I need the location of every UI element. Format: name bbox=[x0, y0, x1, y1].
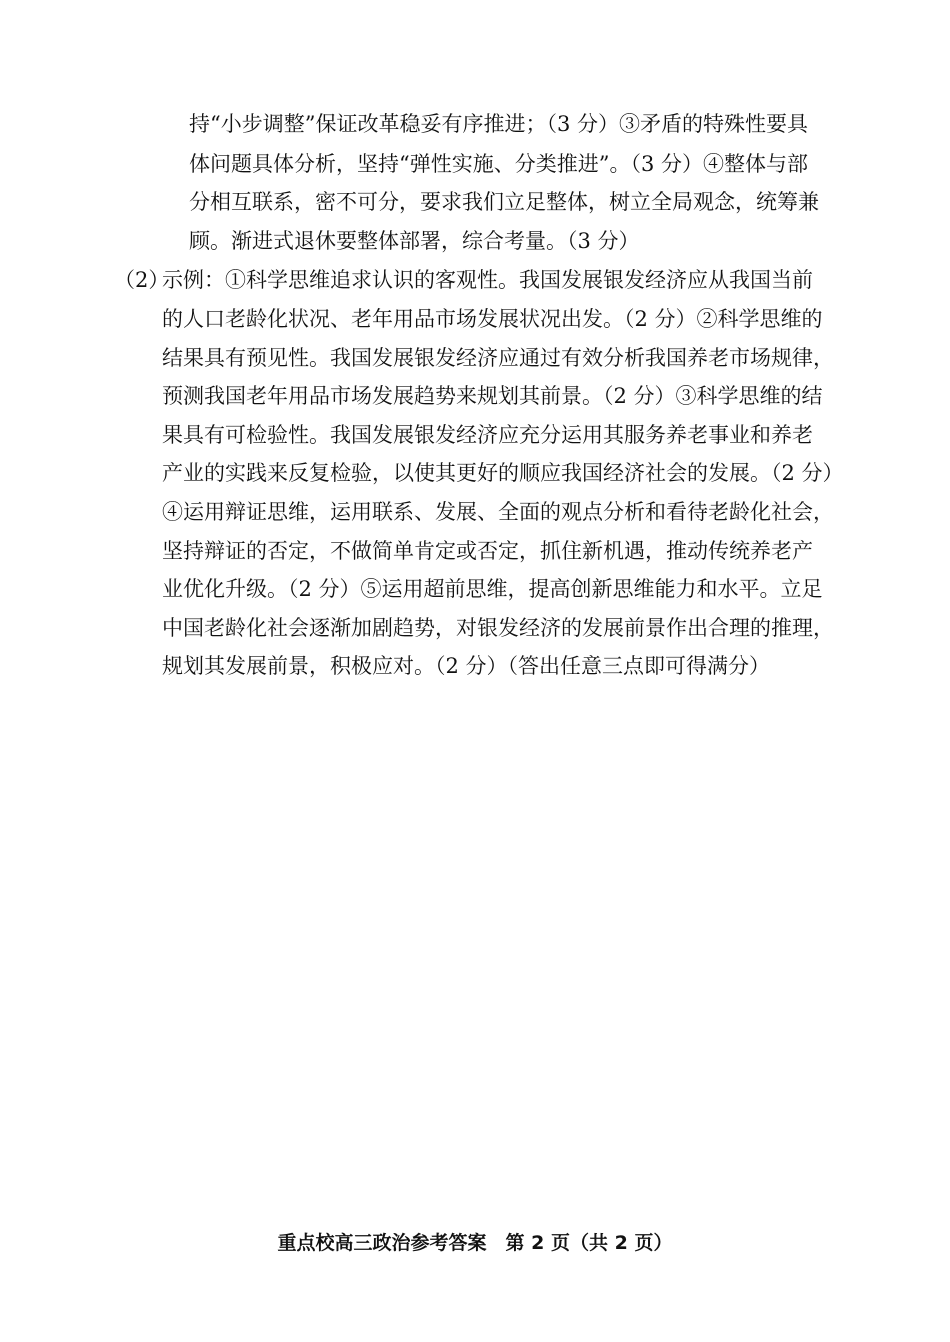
question-2-line-5: 果具有可检验性。我国发展银发经济应充分运用其服务养老事业和养老 bbox=[162, 423, 813, 447]
question-2-line-4: 预测我国老年用品市场发展趋势来规划其前景。（2 分）③科学思维的结 bbox=[162, 384, 823, 408]
answer-continuation-line-2: 体问题具体分析，坚持“弹性实施、分类推进”。（3 分）④整体与部 bbox=[189, 152, 809, 176]
question-2-line-6: 产业的实践来反复检验，以使其更好的顺应我国经济社会的发展。（2 分） bbox=[162, 461, 844, 485]
question-2-line-9: 业优化升级。（2 分）⑤运用超前思维，提高创新思维能力和水平。立足 bbox=[162, 577, 823, 601]
question-2-line-11: 规划其发展前景，积极应对。（2 分）（答出任意三点即可得满分） bbox=[162, 654, 771, 678]
question-2-line-8: 坚持辩证的否定，不做简单肯定或否定，抓住新机遇，推动传统养老产 bbox=[162, 539, 813, 563]
question-2-line-2: 的人口老龄化状况、老年用品市场发展状况出发。（2 分）②科学思维的 bbox=[162, 307, 823, 331]
answer-continuation-line-3: 分相互联系，密不可分，要求我们立足整体，树立全局观念，统筹兼 bbox=[189, 190, 819, 214]
question-2-line-3: 结果具有预见性。我国发展银发经济应通过有效分析我国养老市场规律， bbox=[162, 346, 834, 370]
page-footer: 重点校高三政治参考答案 第 2 页（共 2 页） bbox=[277, 1232, 673, 1254]
question-2-label: （2） bbox=[114, 268, 170, 292]
question-2-line-10: 中国老龄化社会逐渐加剧趋势，对银发经济的发展前景作出合理的推理， bbox=[162, 616, 834, 640]
answer-continuation-line-4: 顾。渐进式退休要整体部署，综合考量。（3 分） bbox=[189, 229, 640, 253]
question-2-line-7: ④运用辩证思维，运用联系、发展、全面的观点分析和看待老龄化社会， bbox=[162, 500, 834, 524]
answer-continuation-line-1: 持“小步调整”保证改革稳妥有序推进；（3 分）③矛盾的特殊性要具 bbox=[189, 112, 809, 136]
question-2-line-1: 示例：①科学思维追求认识的客观性。我国发展银发经济应从我国当前 bbox=[162, 268, 813, 292]
